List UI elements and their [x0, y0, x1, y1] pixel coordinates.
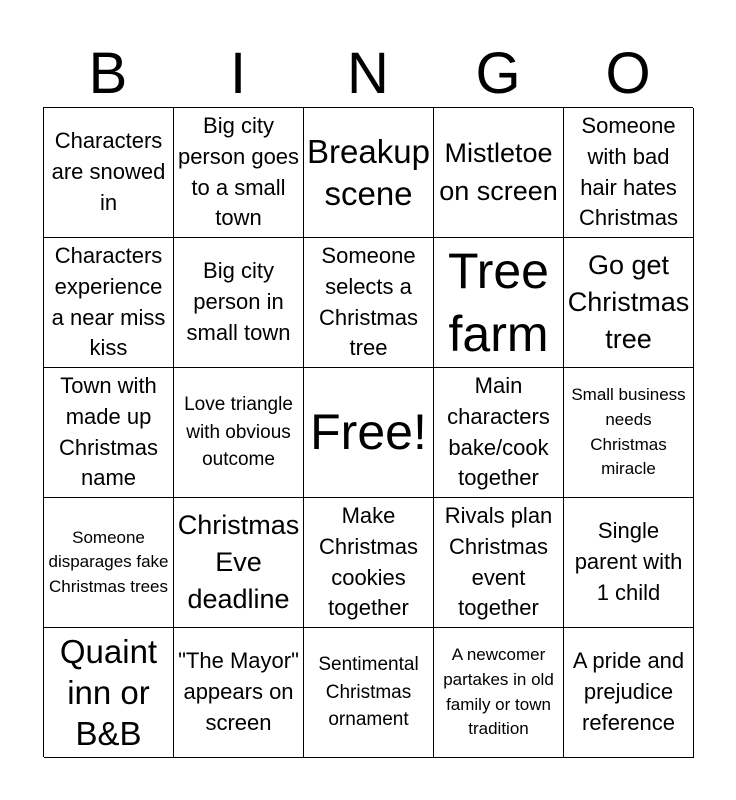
cell-text: Love triangle with obvious outcome	[184, 394, 293, 471]
cell-text: A newcomer partakes in old family or town tradition	[443, 645, 554, 739]
cell-text: Mistletoe on screen	[439, 138, 558, 206]
header-letter-i: I	[229, 41, 247, 106]
bingo-cell[interactable]	[564, 368, 694, 498]
cell-text: Someone with bad hair hates Christmas	[578, 112, 678, 231]
cell-text: Main characters bake/cook together	[447, 372, 550, 491]
cell-text: Quaint inn or B&B	[59, 632, 158, 753]
cell-text: "The Mayor" appears on screen	[178, 648, 299, 735]
cell-text: Someone disparages fake Christmas trees	[48, 527, 169, 596]
cell-text: Characters are snowed in	[51, 128, 166, 215]
bingo-cell[interactable]	[564, 238, 694, 368]
cell-text: Rivals plan Christmas event together	[444, 502, 553, 621]
bingo-cell[interactable]	[434, 238, 564, 368]
free-space-text: Free!	[310, 404, 427, 461]
bingo-card-grid	[43, 107, 693, 757]
bingo-cell[interactable]	[434, 368, 564, 498]
cell-text: Town with made up Christmas name	[58, 372, 158, 491]
bingo-cell[interactable]	[174, 108, 304, 238]
cell-text: Someone selects a Christmas tree	[318, 242, 418, 361]
free-space-cell[interactable]	[304, 368, 434, 498]
cell-text: Big city person goes to a small town	[177, 112, 300, 231]
bingo-cell[interactable]	[304, 628, 434, 758]
bingo-cell[interactable]	[304, 498, 434, 628]
header-letter-b: B	[88, 41, 128, 106]
bingo-cell[interactable]	[44, 628, 174, 758]
bingo-cell[interactable]	[564, 108, 694, 238]
bingo-cell[interactable]	[434, 108, 564, 238]
header-letter-g: G	[475, 41, 521, 106]
bingo-cell[interactable]	[174, 238, 304, 368]
cell-text: Tree farm	[448, 243, 549, 362]
bingo-cell[interactable]	[44, 238, 174, 368]
cell-text: Christmas Eve deadline	[177, 509, 300, 615]
header-letter-n: N	[347, 41, 389, 106]
bingo-cell[interactable]	[304, 238, 434, 368]
bingo-cell[interactable]	[174, 498, 304, 628]
bingo-cell[interactable]	[174, 628, 304, 758]
bingo-cell[interactable]	[174, 368, 304, 498]
bingo-cell[interactable]	[564, 498, 694, 628]
bingo-cell[interactable]	[564, 628, 694, 758]
bingo-cell[interactable]	[44, 368, 174, 498]
cell-text: Single parent with 1 child	[574, 518, 683, 605]
bingo-cell[interactable]	[434, 628, 564, 758]
cell-text: Make Christmas cookies together	[318, 502, 418, 621]
bingo-cell[interactable]	[44, 498, 174, 628]
bingo-cell[interactable]	[44, 108, 174, 238]
bingo-cell[interactable]	[304, 108, 434, 238]
cell-text: Go get Christmas tree	[567, 249, 690, 355]
cell-text: A pride and prejudice reference	[572, 648, 685, 735]
bingo-cell[interactable]	[434, 498, 564, 628]
cell-text: Big city person in small town	[186, 258, 291, 345]
bingo-header	[43, 40, 693, 108]
cell-text: Small business needs Christmas miracle	[571, 385, 686, 479]
cell-text: Sentimental Christmas ornament	[318, 654, 419, 731]
header-letter-o: O	[605, 41, 651, 106]
cell-text: Breakup scene	[307, 133, 430, 212]
cell-text: Characters experience a near miss kiss	[51, 242, 166, 361]
